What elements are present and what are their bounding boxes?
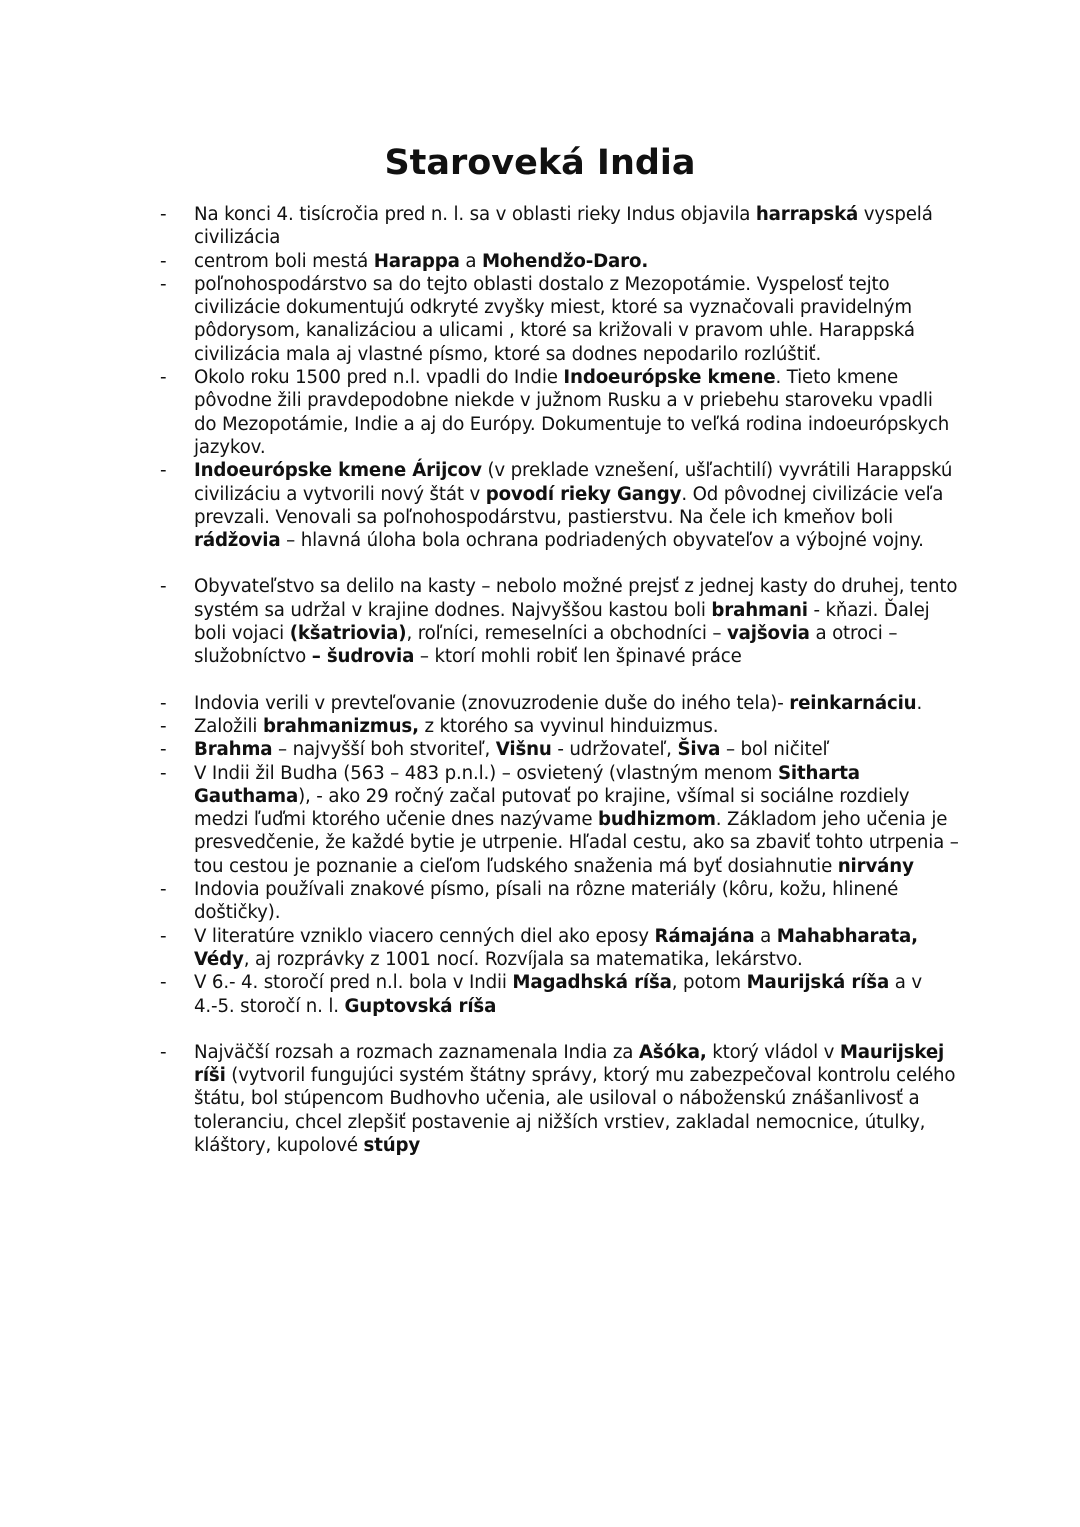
bullet-dash: - — [160, 972, 167, 994]
bold-term: budhizmom — [597, 809, 716, 831]
bullet-dash: - — [160, 460, 167, 482]
text-segment: – bol ničiteľ — [720, 739, 830, 761]
text-segment: Obyvateľstvo sa delilo na kasty – nebolo možné prejsť z jednej kasty do druhej, tento systém sa udržal v krajine dodnes. Najvyššou kastou boli — [194, 576, 958, 621]
text-segment: (vytvoril fungujúci systém štátny správy, ktorý mu zabezpečoval kontrolu celého štátu, bol stúpencom Budhovho učenia, ale usiloval o náboženskú znášanlivosť a toleranciu, chcel zlepšiť postavenie aj nižších vrstiev, zakladal nemocnice, útulky, kláštory, kupolové — [194, 1065, 956, 1156]
bold-term: Indoeurópske kmene — [563, 367, 776, 389]
bold-term: (kšatriovia) — [289, 623, 407, 645]
text-segment: vyspelá civilizácia — [194, 204, 933, 249]
text-segment: – ktorí mohli robiť len špinavé práce — [414, 646, 742, 668]
text-segment: (v preklade vznešení, ušľachtilí) vyvrátili Harappskú civilizáciu a vytvorili nový štát v — [194, 460, 953, 505]
list-item — [160, 971, 960, 1018]
text-segment: . Základom jeho učenia je presvedčenie, že každé bytie je utrpenie. Hľadal cestu, ako sa zbaviť tohto utrpenia – tou cestou je poznanie a cieľom ľudského snaženia má byť dosiahnutie — [194, 809, 959, 877]
text-segment: Indovia verili v prevteľovanie (znovuzrodenie duše do iného tela)- — [194, 692, 790, 714]
bold-term: stúpy — [363, 1134, 421, 1156]
bold-term: Mahabharata, Védy — [194, 925, 918, 970]
bold-term: Magadhská ríša — [512, 972, 672, 994]
bullet-dash: - — [160, 576, 167, 598]
bullet-dash: - — [160, 250, 167, 272]
bold-term: Indoeurópske kmene Árijcov — [194, 460, 482, 482]
bold-term: Sitharta Gauthama — [194, 762, 860, 807]
text-segment: ), - ako 29 ročný začal putovať po krajine, všímal si sociálne rozdiely medzi ľuďmi ktorého učenie dnes nazývame — [194, 785, 910, 831]
text-segment: a — [459, 250, 482, 272]
list-item-text — [194, 576, 957, 667]
list-item — [160, 692, 960, 715]
list-item-text — [194, 460, 952, 551]
bold-term: vajšovia — [726, 623, 810, 645]
text-segment: V Indii žil Budha (563 – 483 p.n.l.) – osvietený (vlastným menom — [194, 762, 778, 784]
bullet-dash: - — [160, 204, 167, 225]
list-item-text — [194, 251, 648, 272]
bullet-dash: - — [160, 367, 167, 389]
list-item — [160, 925, 960, 972]
text-segment: centrom boli mestá — [194, 250, 374, 272]
text-segment: Indovia používali znakové písmo, písali na rôzne materiály (kôru, kožu, hlinené doštičky). — [194, 879, 899, 924]
text-segment: poľnohospodárstvo sa do tejto oblasti dostalo z Mezopotámie. Vyspelosť tejto civilizácie dokumentujú odkryté zvyšky miest, ktoré sa vyznačovali pravidelným pôdorysom, kanalizáciou a ulicami , ktoré sa križovali v pravom uhle. Harappská civilizácia mala aj vlastné písmo, ktoré sa dodnes nepodarilo rozlúštiť. — [194, 273, 915, 365]
bold-term: – šudrovia — [311, 646, 415, 668]
list-item-text — [194, 716, 718, 737]
bold-term: harrapská — [755, 204, 859, 225]
list-item — [160, 366, 960, 459]
bold-term: Ašóka, — [638, 1041, 707, 1063]
list-item-text — [194, 693, 922, 714]
text-segment: – najvyšší boh stvoriteľ, — [272, 739, 496, 761]
bold-term: brahmanizmus, — [262, 715, 419, 737]
bold-term: Guptovská ríša — [344, 995, 497, 1017]
text-segment: – hlavná úloha bola ochrana podriadených obyvateľov a výbojné vojny. — [280, 530, 924, 552]
text-segment: Okolo roku 1500 pred n.l. vpadli do Indie — [194, 367, 564, 389]
list-item-text — [194, 879, 898, 923]
list-item-text — [194, 739, 829, 760]
list-item — [160, 878, 960, 925]
bold-term: Maurijská ríša — [746, 972, 890, 994]
bullet-list — [160, 203, 960, 1157]
text-segment: Založili — [194, 715, 263, 737]
text-segment: Najväčší rozsah a rozmach zaznamenala India za — [194, 1041, 639, 1063]
list-item — [160, 250, 960, 273]
bold-term: Šiva — [677, 739, 721, 761]
bold-term: Mohendžo-Daro. — [481, 250, 649, 272]
list-item — [160, 738, 960, 761]
list-item — [160, 575, 960, 668]
list-item-text — [194, 972, 922, 1016]
text-segment: , roľníci, remeselníci a obchodníci – — [406, 623, 727, 645]
list-item — [160, 273, 960, 366]
text-segment: a — [754, 925, 777, 947]
text-segment: - udržovateľ, — [551, 739, 678, 761]
text-segment: V 6.- 4. storočí pred n.l. bola v Indii — [194, 972, 513, 994]
text-segment: . — [916, 692, 923, 714]
text-segment: Na konci 4. tisícročia pred n. l. sa v oblasti rieky Indus objavila — [194, 204, 756, 225]
list-item-text — [194, 204, 933, 248]
bullet-dash: - — [160, 739, 167, 761]
text-segment: a otroci – služobníctvo — [194, 623, 898, 668]
bullet-dash: - — [160, 925, 167, 947]
text-segment: , aj rozprávky z 1001 nocí. Rozvíjala sa matematika, lekárstvo. — [243, 948, 803, 970]
bold-term: rádžovia — [194, 530, 281, 552]
list-item — [160, 762, 960, 878]
bold-term: nirvány — [837, 855, 914, 877]
bold-term: Rámajána — [654, 925, 755, 947]
bold-term: Maurijskej ríši — [194, 1041, 945, 1087]
bold-term: Višnu — [495, 739, 552, 761]
list-item-text — [194, 763, 959, 877]
text-segment: - kňazi. Ďalej boli vojaci — [194, 599, 930, 645]
list-item — [160, 459, 960, 552]
text-segment: . Tieto kmene pôvodne žili pravdepodobne niekde v južnom Rusku a v priebehu staroveku vpadli do Mezopotámie, Indie a aj do Európy. Dokumentuje to veľká rodina indoeurópskych jazykov. — [194, 367, 950, 458]
list-item — [160, 715, 960, 738]
text-segment: , potom — [671, 972, 747, 994]
bullet-dash: - — [160, 879, 167, 901]
bold-term: Harappa — [373, 250, 460, 272]
bullet-dash: - — [160, 715, 167, 737]
bullet-dash: - — [160, 1041, 167, 1063]
page-title: Staroveká India — [384, 143, 696, 183]
text-segment: V literatúre vzniklo viacero cenných diel ako eposy — [194, 925, 655, 947]
list-item-text — [194, 367, 949, 458]
bold-term: Brahma — [194, 739, 273, 761]
list-item — [160, 203, 960, 250]
bullet-dash: - — [160, 273, 167, 295]
list-item-text — [194, 274, 915, 365]
bold-term: reinkarnáciu — [789, 692, 917, 714]
document-body — [160, 203, 960, 1157]
text-segment: z ktorého sa vyvinul hinduizmus. — [418, 715, 719, 737]
text-segment: . Od pôvodnej civilizácie veľa prevzali. Venovali sa poľnohospodárstvu, pastierstvu. Na čele ich kmeňov boli — [194, 483, 944, 528]
bullet-dash: - — [160, 692, 167, 714]
list-item — [160, 1041, 960, 1157]
list-item-text — [194, 1042, 955, 1156]
bullet-dash: - — [160, 762, 167, 784]
bold-term: brahmani — [711, 599, 808, 621]
text-segment: a v 4.-5. storočí n. l. — [194, 972, 922, 1017]
text-segment: ktorý vládol v — [706, 1041, 840, 1063]
bold-term: povodí rieky Gangy — [485, 483, 682, 505]
list-item-text — [194, 926, 918, 970]
